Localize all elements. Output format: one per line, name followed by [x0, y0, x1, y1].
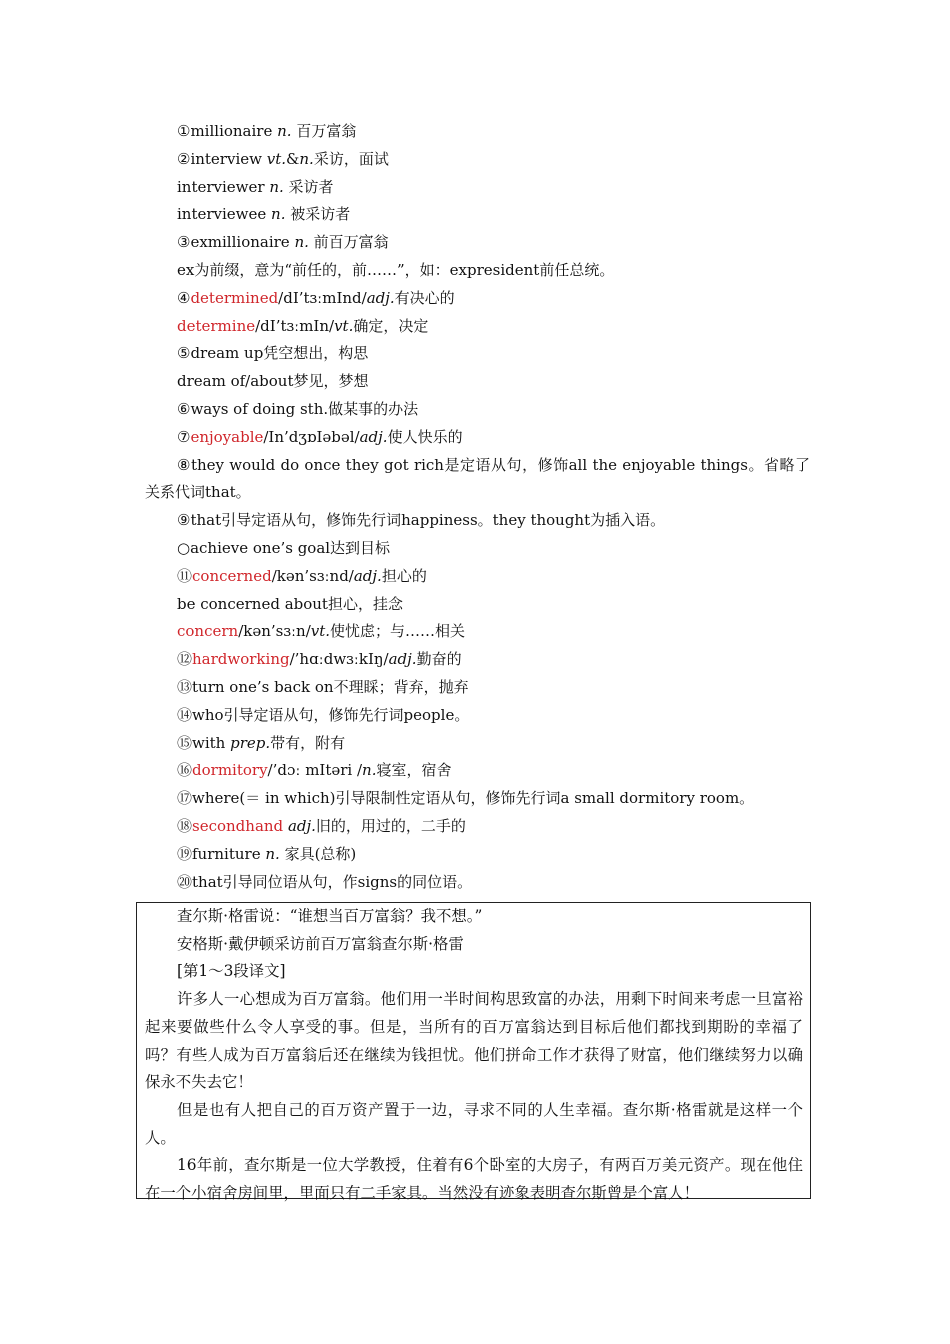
note-line: ④determined/dI’tɜːmInd/adj.有决心的 — [177, 288, 455, 307]
note-line: ⑦enjoyable/In’dʒɒIəbəl/adj.使人快乐的 — [177, 427, 463, 446]
note-line: ex为前缀，意为“前任的，前……”，如：expresident前任总统。 — [177, 260, 615, 279]
vocabulary-notes — [145, 118, 810, 896]
translation-paragraph: 但是也有人把自己的百万资产置于一边，寻求不同的人生幸福。查尔斯·格雷就是这样一个人。 — [145, 1100, 803, 1147]
section-label: [第1～3段译文] — [177, 962, 286, 981]
note-line: interviewee n. 被采访者 — [177, 205, 351, 224]
vocab-word: determine — [177, 316, 256, 335]
vocab-word: concern — [177, 622, 239, 641]
vocab-word: determined — [190, 288, 279, 307]
note-line: ⑥ways of doing sth.做某事的办法 — [177, 399, 419, 418]
note-line: ⑮with prep.带有，附有 — [177, 733, 346, 752]
byline: 安格斯·戴伊顿采访前百万富翁查尔斯·格雷 — [177, 934, 464, 953]
translation-paragraph: 16年前，查尔斯是一位大学教授，住着有6个卧室的大房子，有两百万美元资产。现在他住在一个小宿舍房间里，里面只有二手家具。当然没有迹象表明查尔斯曾是个富人！ — [145, 1156, 803, 1203]
note-line: ⑲furniture n. 家具(总称) — [177, 844, 357, 863]
note-line: ⑭who引导定语从句，修饰先行词people。 — [177, 705, 470, 724]
translation-paragraph: 许多人一心想成为百万富翁。他们用一半时间构思致富的办法，用剩下时间来考虑一旦富裕起来要做些什么令人享受的事。但是，当所有的百万富翁达到目标后他们都找到期盼的幸福了吗？有些人成为百万富翁后还在继续为钱担忧。他们拼命工作才获得了财富，他们继续努力以确保永不失去它！ — [145, 990, 803, 1092]
note-line: ⑳that引导同位语从句，作signs的同位语。 — [177, 872, 473, 891]
translation-box — [136, 902, 811, 1203]
note-line: concern/kən’sɜːn/vt.使忧虑；与……相关 — [177, 622, 466, 641]
note-line: dream of/about梦见，梦想 — [177, 372, 369, 391]
vocab-word: dormitory — [192, 761, 268, 780]
note-line: ⑧they would do once they got rich是定语从句，修饰all the enjoyable things。省略了关系代词that。 — [145, 455, 810, 502]
vocab-word: secondhand — [192, 816, 284, 835]
note-line: ③exmillionaire n. 前百万富翁 — [177, 233, 389, 252]
vocab-word: concerned — [192, 566, 272, 585]
note-line: interviewer n. 采访者 — [177, 177, 334, 196]
vocab-word: hardworking — [192, 650, 290, 669]
note-line: ⑤dream up凭空想出，构思 — [177, 344, 369, 363]
quote-line: 查尔斯·格雷说：“谁想当百万富翁？我不想。” — [177, 907, 483, 925]
note-line: ⑬turn one’s back on不理睬；背弃，抛弃 — [177, 677, 469, 696]
note-line: ⑨that引导定语从句，修饰先行词happiness。they thought为插入语。 — [177, 511, 666, 530]
note-line: ⑪concerned/kən’sɜːnd/adj.担心的 — [177, 566, 427, 585]
note-line: ⑯dormitory/’dɔː mItəri /n.寝室，宿舍 — [177, 761, 452, 780]
note-line: determine/dI’tɜːmIn/vt.确定，决定 — [177, 316, 429, 335]
note-line: ○achieve one’s goal达到目标 — [177, 538, 391, 557]
note-line: ②interview vt.&n.采访，面试 — [177, 149, 389, 168]
note-line: be concerned about担心，挂念 — [177, 594, 403, 613]
note-line: ⑫hardworking/’hɑːdwɜːkIŋ/adj.勤奋的 — [177, 650, 462, 669]
vocab-word: enjoyable — [190, 427, 264, 446]
note-line: ⑰where(＝ in which)引导限制性定语从句，修饰先行词a small dormitory room。 — [177, 789, 755, 808]
note-line: ①millionaire n. 百万富翁 — [177, 122, 357, 140]
note-line: ⑱secondhand adj.旧的，用过的，二手的 — [177, 816, 466, 835]
